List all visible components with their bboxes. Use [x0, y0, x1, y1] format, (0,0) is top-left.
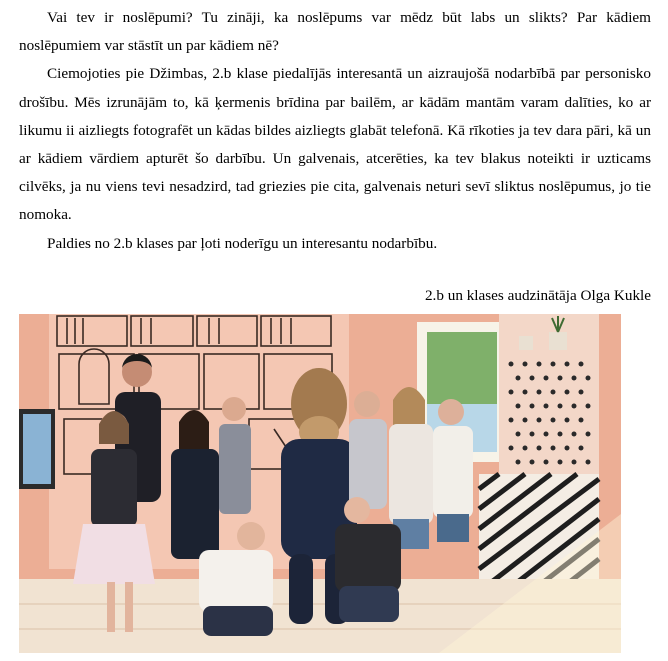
article-paragraph-2: Ciemojoties pie Džimbas, 2.b klase piedalījās interesantā un aizraujošā nodarbībā par personisko drošību. Mēs izrunājām to, kā ķermenis brīdina par bailēm, ar kādām mantām varam dalīties, ko ar likumu ii aizliegts fotografēt un kādas bildes aizliegts glabāt telefonā. Kā rīkoties ja tev dara pāri, kā un ar kādiem vārdiem apturēt šo darbību. Un galvenais, atcerēties, ka tev blakus noteikti ir uzticams cilvēks, ja nu viens tevi nesadzird, tad griezies pie cita, galvenais neturi sevī sliktus noslēpumus, jo tie nomoka. [19, 65, 651, 224]
group-photo-illustration [19, 314, 621, 653]
group-photo [19, 314, 621, 653]
article-paragraph-3: Paldies no 2.b klases par ļoti noderīgu un interesantu nodarbību. [47, 234, 438, 252]
article-paragraph-1: Vai tev ir noslēpumi? Tu zināji, ka noslēpums var mēdz būt labs un slikts? Par kādiem noslēpumiem var stāstīt un par kādiem nē? [19, 9, 651, 55]
article-signature: 2.b un klases audzinātāja Olga Kukle [424, 287, 651, 304]
article-body [19, 4, 651, 258]
